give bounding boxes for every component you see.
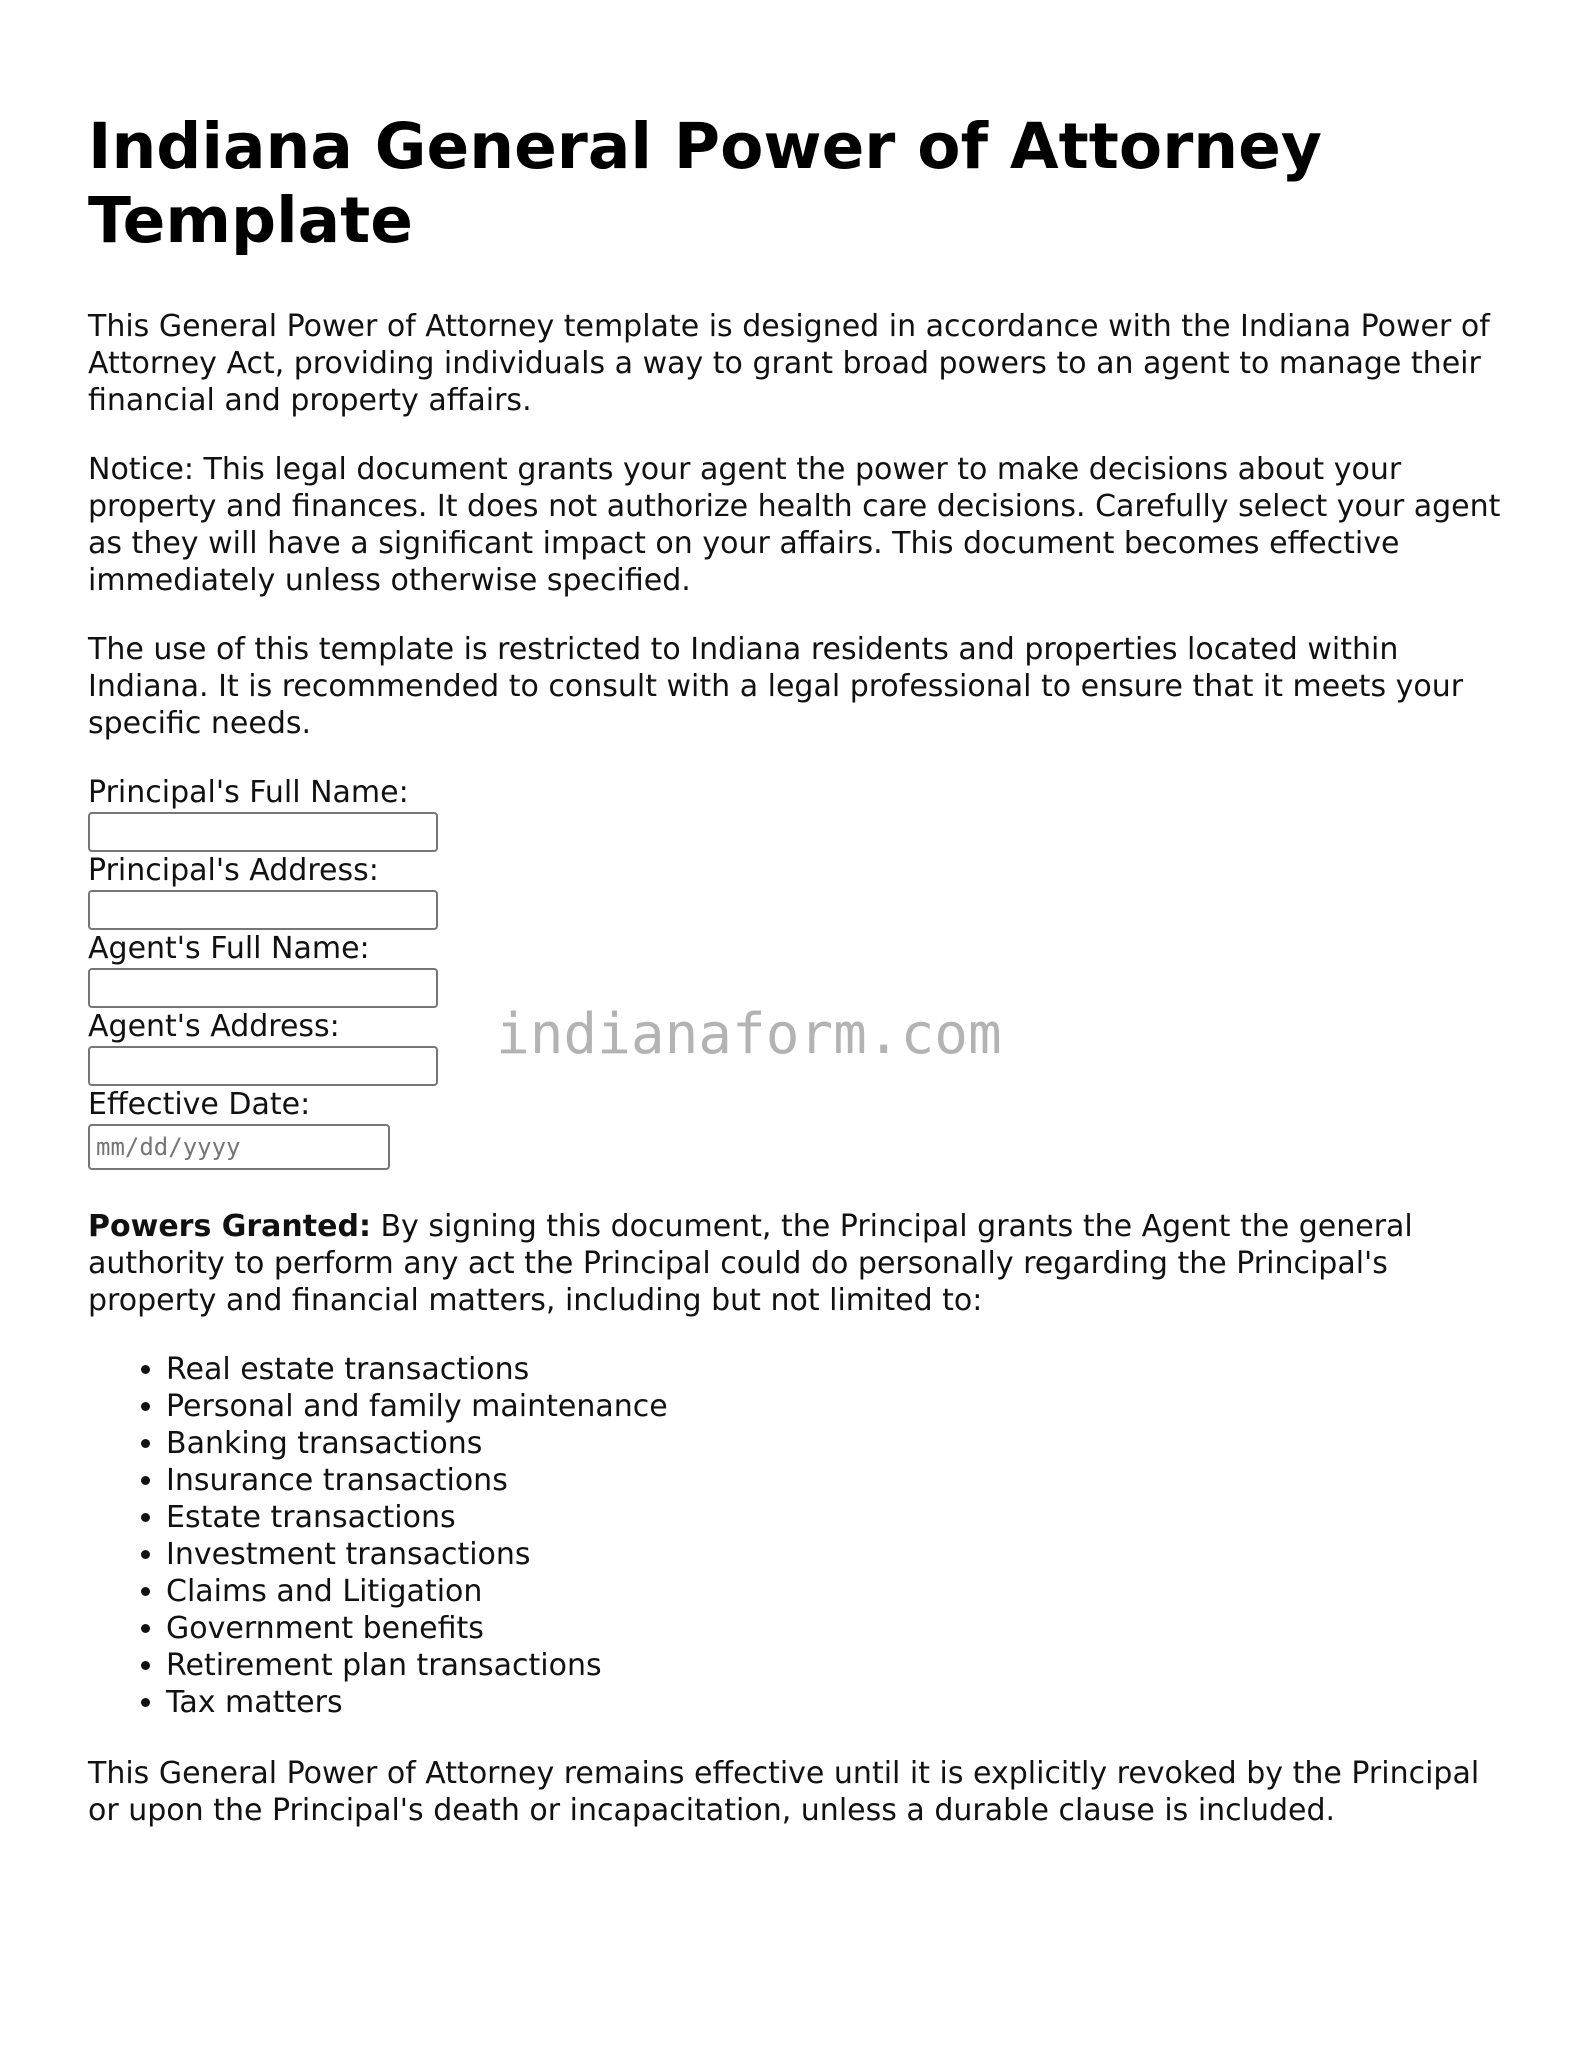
agent-address-label: Agent's Address: [88, 1009, 340, 1044]
watermark: indianaform.com [496, 1002, 1002, 1067]
list-item: • Claims and Litigation [166, 1573, 1508, 1610]
list-item: • Tax matters [166, 1684, 1508, 1721]
list-item: • Retirement plan transactions [166, 1647, 1508, 1684]
list-item: • Banking transactions [166, 1425, 1508, 1462]
agent-name-label: Agent's Full Name: [88, 931, 370, 966]
poa-form [88, 774, 1508, 1170]
principal-address-input[interactable] [88, 890, 438, 930]
list-item: • Personal and family maintenance [166, 1388, 1508, 1425]
restriction-paragraph: The use of this template is restricted to Indiana residents and properties located within Indiana. It is recommended to consult with a legal professional to ensure that it meets your specific needs. [88, 632, 1464, 741]
list-item: • Government benefits [166, 1610, 1508, 1647]
principal-name-label: Principal's Full Name: [88, 775, 409, 810]
agent-name-input[interactable] [88, 968, 438, 1008]
principal-address-label: Principal's Address: [88, 853, 379, 888]
list-item: • Real estate transactions [166, 1351, 1508, 1388]
list-item: • Investment transactions [166, 1536, 1508, 1573]
powers-text: By signing this document, the Principal grants the Agent the general authority to perform any act the Principal could do personally regarding the Principal's property and financial matters, including but not limited to: [88, 1209, 1413, 1318]
intro-paragraph: This General Power of Attorney template is designed in accordance with the Indiana Power of Attorney Act, providing individuals a way to grant broad powers to an agent to manage their financial and property affairs. [88, 309, 1490, 418]
powers-list [88, 1351, 1508, 1721]
powers-paragraph [88, 1208, 1508, 1319]
list-item: • Estate transactions [166, 1499, 1508, 1536]
list-item: • Insurance transactions [166, 1462, 1508, 1499]
principal-name-input[interactable] [88, 812, 438, 852]
notice-paragraph: Notice: This legal document grants your agent the power to make decisions about your property and finances. It does not authorize health care decisions. Carefully select your agent as they will have a significant impact on your affairs. This document becomes effective immediately unless otherwise specified. [88, 452, 1501, 598]
powers-heading: Powers Granted: [88, 1209, 371, 1244]
page-title: Indiana General Power of Attorney Template [88, 110, 1322, 257]
document-page [88, 110, 1508, 1861]
effective-date-label: Effective Date: [88, 1087, 311, 1122]
closing-paragraph: This General Power of Attorney remains effective until it is explicitly revoked by the Principal or upon the Principal's death or incapacitation, unless a durable clause is included. [88, 1756, 1480, 1828]
agent-address-input[interactable] [88, 1046, 438, 1086]
effective-date-input[interactable] [88, 1124, 390, 1170]
